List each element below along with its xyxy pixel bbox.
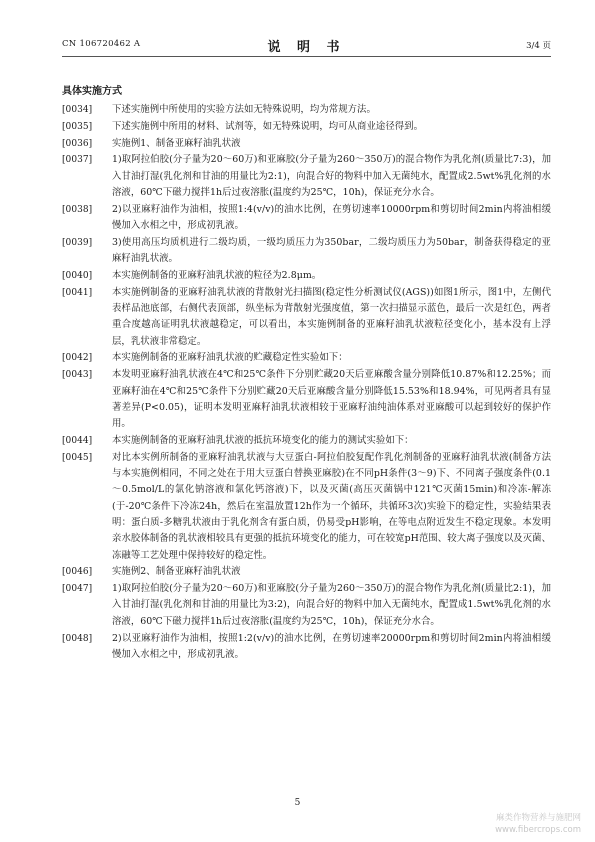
patent-number: CN 106720462 A xyxy=(62,39,141,49)
document-title: 说 明 书 xyxy=(267,40,346,55)
paragraph xyxy=(62,350,551,366)
paragraph-number: [0041] xyxy=(62,287,93,298)
paragraph xyxy=(62,367,551,432)
paragraph-text: 本实施例制备的亚麻籽油乳状液的抵抗环境变化的能力的测试实验如下： xyxy=(112,434,414,446)
paragraph xyxy=(62,235,551,268)
paragraph-number: [0038] xyxy=(62,204,93,215)
paragraph xyxy=(62,202,551,235)
page-number: 5 xyxy=(294,798,301,808)
paragraph-text: 实施例2、制备亚麻籽油乳状液 xyxy=(112,566,241,578)
paragraph-text: 2)以亚麻籽油作为油相，按照1:4(v/v)的油水比例，在剪切速率10000rpm和剪切时间2min内将油相缓慢加入水相之中，形成初乳液。 xyxy=(112,203,551,232)
section-title: 具体实施方式 xyxy=(62,86,122,97)
paragraph xyxy=(62,433,551,449)
paragraph-number: [0045] xyxy=(62,452,93,463)
paragraph-number: [0036] xyxy=(62,138,93,149)
paragraph-number: [0042] xyxy=(62,353,93,364)
watermark xyxy=(495,812,581,836)
paragraph-number: [0043] xyxy=(62,370,93,381)
paragraph-number: [0037] xyxy=(62,155,93,166)
page-indicator: 3/4 页 xyxy=(526,41,551,51)
paragraph-text: 1)取阿拉伯胶(分子量为20～60万)和亚麻胶(分子量为260～350万)的混合物作为乳化剂(质量比2:1)，加入甘油打湿(乳化剂和甘油的用量比为3:2)，向混合好的物料中加入无菌纯水，配置成1.5wt%乳化剂的水溶液，60℃下磁力搅拌1h后过夜溶胀(温度约为25℃，10h)，保证充分水合。 xyxy=(112,583,551,627)
paragraph-number: [0044] xyxy=(62,435,93,446)
paragraph-text: 实施例1、制备亚麻籽油乳状液 xyxy=(112,137,241,149)
paragraph-text: 下述实施例中所用的材料、试剂等，如无特殊说明，均可从商业途径得到。 xyxy=(112,120,424,132)
paragraph xyxy=(62,564,551,580)
paragraph-number: [0035] xyxy=(62,121,93,132)
paragraph-text: 本实施例制备的亚麻籽油乳状液的粒径为2.8μm。 xyxy=(112,269,322,281)
paragraph-text: 本发明亚麻籽油乳状液在4℃和25℃条件下分别贮藏20天后亚麻酸含量分别降低10.87%和12.25%；而亚麻籽油在4℃和25℃条件下分别贮藏20天后亚麻酸含量分别降低15.53%和18.94%，可见两者具有显著差异(P<0.05)，证明本发明亚麻籽油乳状液相较于亚麻籽油纯油体系对亚麻酸可以起到较好的保护作用。 xyxy=(112,369,551,430)
paragraph xyxy=(62,119,551,135)
paragraph xyxy=(62,285,551,350)
paragraph-number: [0034] xyxy=(62,105,93,115)
paragraph xyxy=(62,581,551,630)
paragraph xyxy=(62,450,551,564)
paragraph xyxy=(62,136,551,152)
paragraph-number: [0047] xyxy=(62,584,93,595)
paragraph-number: [0046] xyxy=(62,567,93,578)
paragraph-text: 对比本实例所制备的亚麻籽油乳状液与大豆蛋白-阿拉伯胶复配作乳化剂制备的亚麻籽油乳状液(制备方法与本实施例相同，不同之处在于用大豆蛋白替换亚麻胶)在不同pH条件(3～9)下、不同离子强度条件(0.1～0.5mol/L的氯化钠溶液和氯化钙溶液)下，以及灭菌(高压灭菌锅中121℃灭菌15min)和冷冻-解冻(于-20℃条件下冷冻24h，然后在室温放置12h作为一个循环，共循环3次)实验下的稳定性，实验结果表明：蛋白质-多糖乳状液由于乳化剂含有蛋白质，仍易受pH影响，在等电点附近发生不稳定现象。本发明亲水胶体制备的乳状液相较具有更强的抵抗环境变化的能力，可在较宽pH范围、较大离子强度以及灭菌、冻融等工艺处理中保持较好的稳定性。 xyxy=(112,451,551,561)
paragraph-text: 本实施例制备的亚麻籽油乳状液的背散射光扫描图(稳定性分析测试仪(AGS))如图1所示，图1中，左侧代表样品池底部，右侧代表顶部，纵坐标为背散射光强度值，第一次扫描显示蓝色，最后一次是红色，两者重合度越高证明乳状液越稳定，可以看出，本实施例制备的亚麻籽油乳状液粒径变化小，基本没有上浮层，乳状液非常稳定。 xyxy=(112,286,551,347)
paragraph xyxy=(62,268,551,284)
paragraph-text: 1)取阿拉伯胶(分子量为20～60万)和亚麻胶(分子量为260～350万)的混合物作为乳化剂(质量比7:3)，加入甘油打湿(乳化剂和甘油的用量比为2:1)，向混合好的物料中加入无菌纯水，配置成2.5wt%乳化剂的水溶液，60℃下磁力搅拌1h后过夜溶胀(温度约为25℃，10h)，保证充分水合。 xyxy=(112,154,551,198)
page-header xyxy=(62,36,551,57)
paragraph-number: [0040] xyxy=(62,270,93,281)
watermark-line-1: 麻类作物营养与施肥网 xyxy=(495,813,581,823)
paragraph xyxy=(62,102,551,118)
paragraph-list xyxy=(62,102,551,663)
paragraph-text: 本实施例制备的亚麻籽油乳状液的贮藏稳定性实验如下： xyxy=(112,352,348,364)
paragraph-number: [0039] xyxy=(62,237,93,248)
paragraph-text: 2)以亚麻籽油作为油相，按照1:2(v/v)的油水比例，在剪切速率20000rpm和剪切时间2min内将油相缓慢加入水相之中，形成初乳液。 xyxy=(112,632,551,660)
paragraph-number: [0048] xyxy=(62,633,93,644)
document-body xyxy=(62,84,551,664)
paragraph xyxy=(62,631,551,664)
watermark-line-2: www.fibercrops.com xyxy=(495,825,581,835)
paragraph xyxy=(62,152,551,201)
paragraph-text: 下述实施例中所使用的实验方法如无特殊说明，均为常规方法。 xyxy=(112,104,376,115)
paragraph-text: 3)使用高压均质机进行二级均质，一级均质压力为350bar，二级均质压力为50bar，制备获得稳定的亚麻籽油乳状液。 xyxy=(112,236,551,265)
